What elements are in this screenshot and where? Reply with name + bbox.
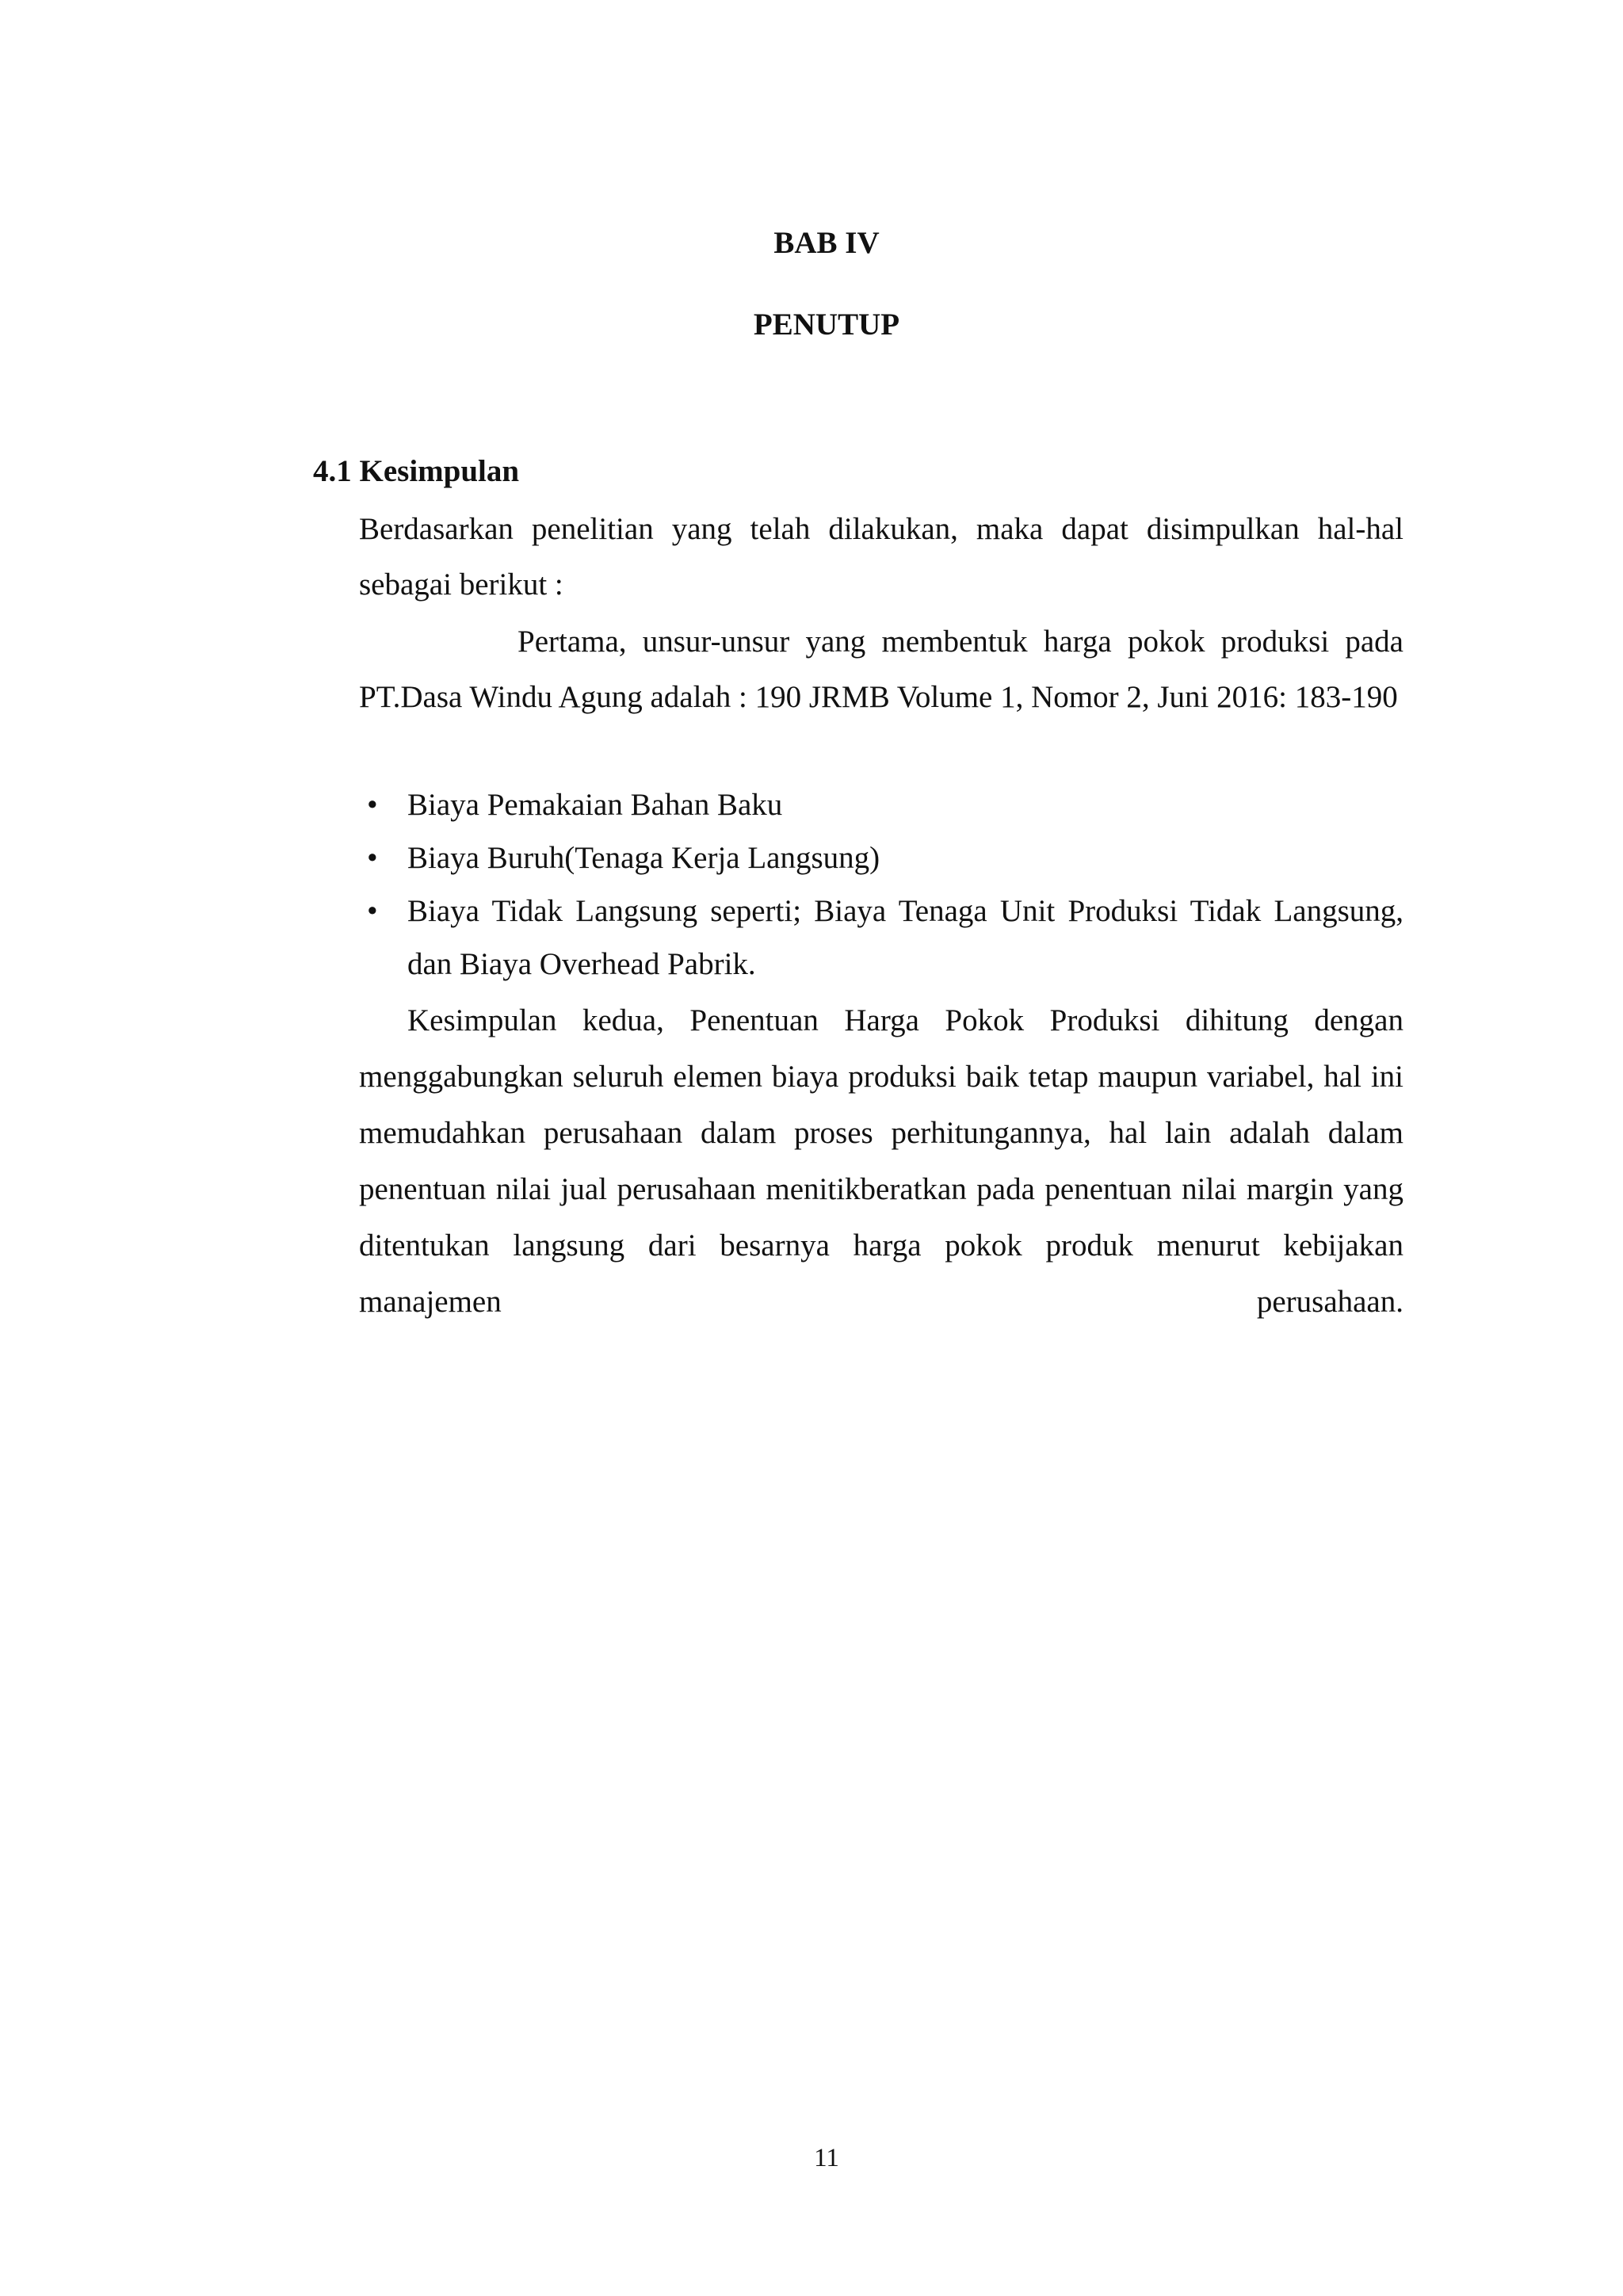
chapter-title: PENUTUP	[753, 308, 900, 342]
list-item	[359, 778, 1403, 831]
chapter-label: BAB IV	[773, 226, 880, 260]
section-heading: 4.1 Kesimpulan	[313, 454, 520, 488]
list-item	[359, 831, 1403, 884]
list-item	[359, 884, 1403, 991]
page-number: 11	[814, 2144, 839, 2172]
cost-element-list	[359, 778, 1403, 991]
bullet-icon: •	[367, 841, 378, 875]
first-conclusion-paragraph: Pertama, unsur-unsur yang membentuk harga pokok produksi pada PT.Dasa Windu Agung adalah : 190 JRMB Volume 1, Nomor 2, Juni 2016: 183-190	[359, 625, 1403, 714]
bullet-icon: •	[367, 894, 378, 928]
list-item-text: Biaya Pemakaian Bahan Baku	[407, 788, 783, 822]
intro-paragraph: Berdasarkan penelitian yang telah dilakukan, maka dapat disimpulkan hal-hal sebagai berikut :	[359, 512, 1403, 602]
bullet-icon: •	[367, 788, 378, 822]
list-item-text: Biaya Tidak Langsung seperti; Biaya Tenaga Unit Produksi Tidak Langsung, dan Biaya Overhead Pabrik.	[407, 894, 1403, 981]
second-conclusion-paragraph: Kesimpulan kedua, Penentuan Harga Pokok Produksi dihitung dengan menggabungkan seluruh elemen biaya produksi baik tetap maupun variabel, hal ini memudahkan perusahaan dalam proses perhitungannya, hal lain adalah dalam penentuan nilai jual perusahaan menitikberatkan pada penentuan nilai margin yang ditentukan langsung dari besarnya harga pokok produk menurut kebijakan manajemen perusahaan.	[359, 1003, 1403, 1319]
list-item-text: Biaya Buruh(Tenaga Kerja Langsung)	[407, 841, 880, 875]
